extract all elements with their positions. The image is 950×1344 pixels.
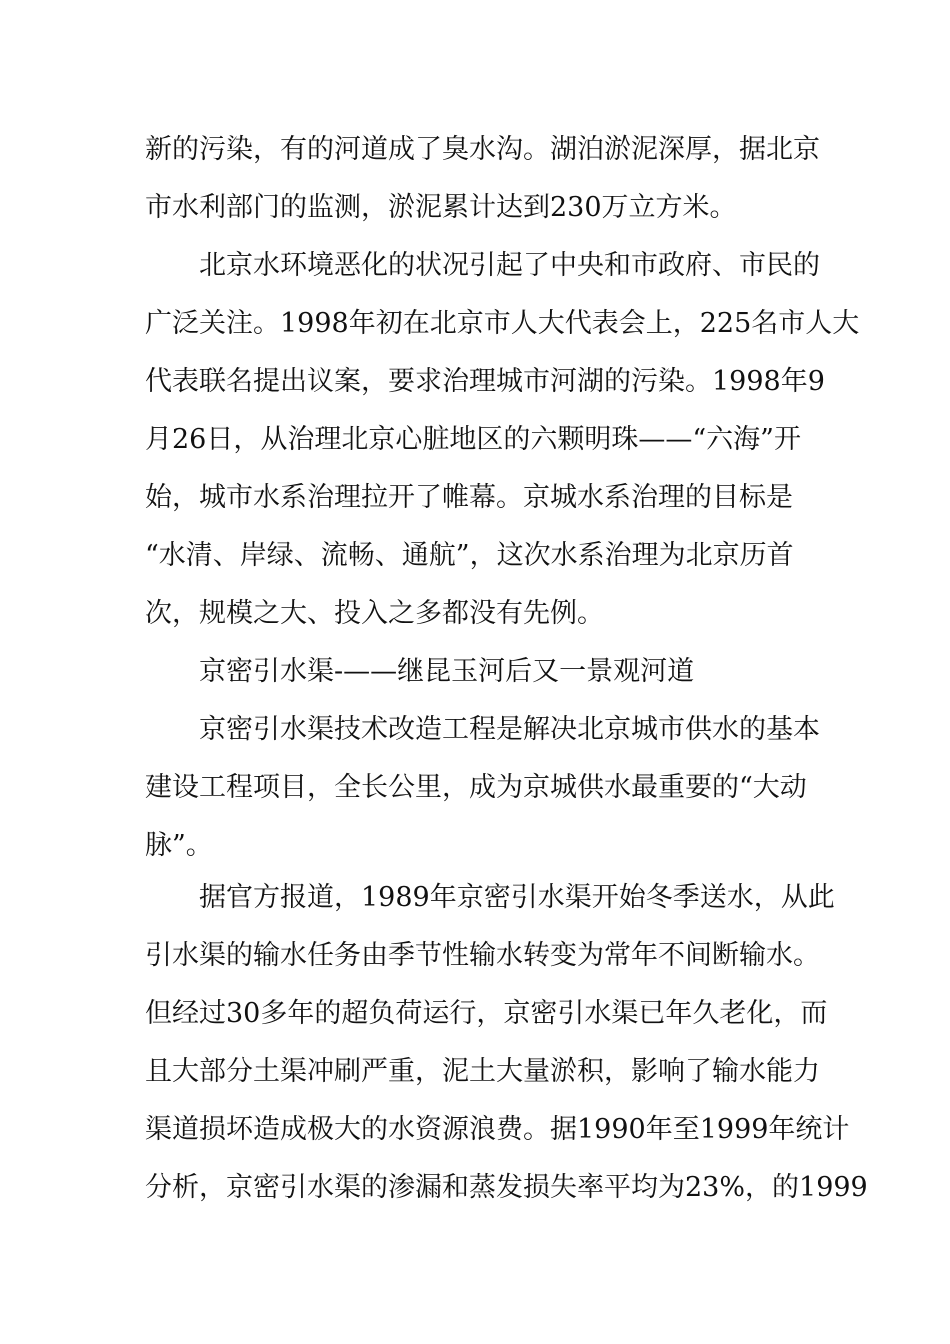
text-line: 建设工程项目，全长公里，成为京城供水最重要的“大动 xyxy=(145,772,807,803)
text-line: 广泛关注。1998年初在北京市人大代表会上，225名市人大 xyxy=(145,308,860,339)
text-line: “水清、岸绿、流畅、通航”，这次水系治理为北京历首 xyxy=(145,540,794,571)
text-line: 始，城市水系治理拉开了帷幕。京城水系治理的目标是 xyxy=(145,482,793,513)
text-line: 分析，京密引水渠的渗漏和蒸发损失率平均为23%，的1999 xyxy=(145,1172,868,1203)
section-heading: 京密引水渠-——继昆玉河后又一景观河道 xyxy=(199,656,695,687)
text-line: 代表联名提出议案，要求治理城市河湖的污染。1998年9 xyxy=(145,366,825,397)
text-line: 脉”。 xyxy=(145,830,213,861)
text-line: 渠道损坏造成极大的水资源浪费。据1990年至1999年统计 xyxy=(145,1114,850,1145)
paragraph-start-line: 据官方报道，1989年京密引水渠开始冬季送水，从此 xyxy=(199,882,835,913)
text-line: 市水利部门的监测，淤泥累计达到230万立方米。 xyxy=(145,192,737,223)
text-line: 引水渠的输水任务由季节性输水转变为常年不间断输水。 xyxy=(145,940,820,971)
text-line: 月26日，从治理北京心脏地区的六颗明珠——“六海”开 xyxy=(145,424,801,455)
paragraph-start-line: 北京水环境恶化的状况引起了中央和市政府、市民的 xyxy=(199,250,820,281)
text-line: 次，规模之大、投入之多都没有先例。 xyxy=(145,598,604,629)
text-line: 新的污染，有的河道成了臭水沟。湖泊淤泥深厚，据北京 xyxy=(145,134,820,165)
text-line: 但经过30多年的超负荷运行，京密引水渠已年久老化，而 xyxy=(145,998,828,1029)
text-line: 且大部分土渠冲刷严重，泥土大量淤积，影响了输水能力 xyxy=(145,1056,820,1087)
paragraph-start-line: 京密引水渠技术改造工程是解决北京城市供水的基本 xyxy=(199,714,820,745)
